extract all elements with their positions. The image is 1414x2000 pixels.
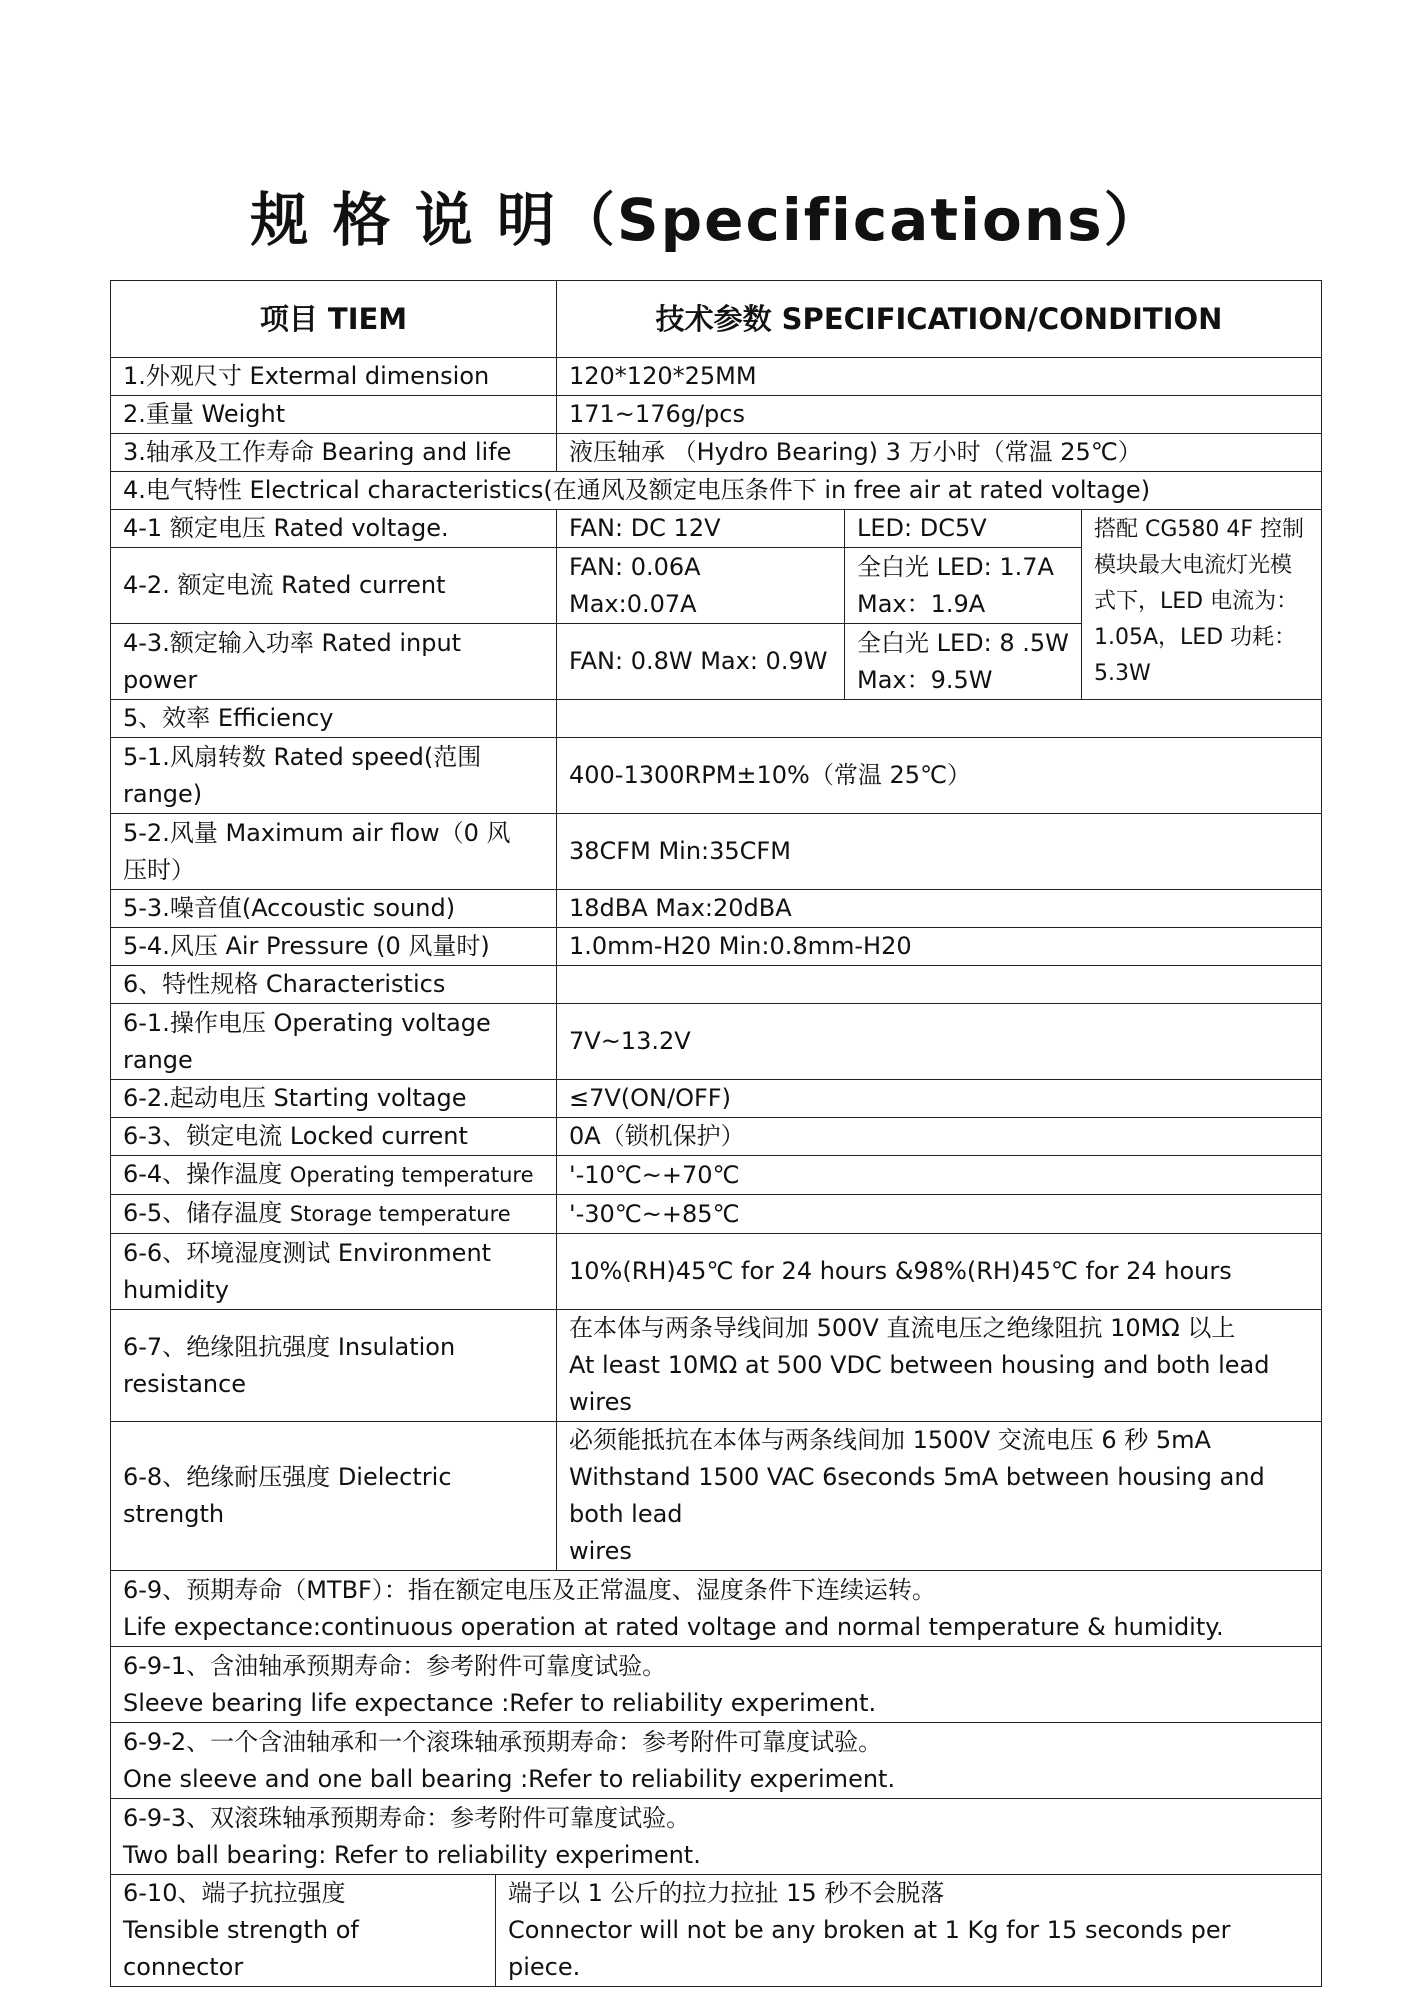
table-row bbox=[111, 396, 1322, 434]
row-label bbox=[111, 1004, 557, 1080]
row-value-line: 必须能抵抗在本体与两条线间加 1500V 交流电压 6 秒 5mA bbox=[569, 1426, 1211, 1454]
row-label-line: 6-1.操作电压 Operating voltage bbox=[123, 1008, 491, 1037]
row-label-en: Operating temperature bbox=[289, 1163, 534, 1187]
table-row bbox=[111, 700, 1322, 738]
row-line: Life expectance:continuous operation at rated voltage and normal temperature & humidity. bbox=[123, 1612, 1224, 1641]
row-label-line: power bbox=[123, 665, 198, 694]
row-label-line: 5-1.风扇转数 Rated speed(范围 bbox=[123, 742, 482, 771]
led-note: 搭配 CG580 4F 控制模块最大电流灯光模式下，LED 电流为：1.05A，LED 功耗：5.3W bbox=[1082, 510, 1322, 700]
header-spec: 技术参数 SPECIFICATION/CONDITION bbox=[557, 281, 1322, 358]
row-label: 5-4.风压 Air Pressure (0 风量时) bbox=[111, 928, 557, 966]
header-item: 项目 TIEM bbox=[111, 281, 557, 358]
row-line: 6-9-2、一个含油轴承和一个滚珠轴承预期寿命：参考附件可靠度试验。 bbox=[123, 1727, 883, 1756]
row-line: 6-9-3、双滚珠轴承预期寿命：参考附件可靠度试验。 bbox=[123, 1803, 691, 1832]
row-label bbox=[111, 1156, 557, 1195]
row-value-line: wires bbox=[569, 1537, 632, 1565]
table-header-row bbox=[111, 281, 1322, 358]
row-value bbox=[557, 700, 1322, 738]
row-label-line: strength bbox=[123, 1500, 225, 1528]
row-label-cn: 6-5、储存温度 bbox=[123, 1199, 290, 1227]
row-line: Two ball bearing: Refer to reliability experiment. bbox=[123, 1840, 701, 1869]
table-row bbox=[111, 1647, 1322, 1723]
table-row bbox=[111, 510, 1322, 548]
row-value-line: Withstand 1500 VAC 6seconds 5mA between housing and both lead bbox=[569, 1463, 1265, 1528]
row-label bbox=[111, 738, 557, 814]
table-row bbox=[111, 1422, 1322, 1571]
row-line: 6-9、预期寿命（MTBF）：指在额定电压及正常温度、湿度条件下连续运转。 bbox=[123, 1575, 936, 1604]
row-label: 3.轴承及工作寿命 Bearing and life bbox=[111, 434, 557, 472]
page-title: 规 格 说 明（Specifications） bbox=[250, 186, 1164, 254]
row-label bbox=[111, 1310, 557, 1422]
full-width-row bbox=[111, 1647, 1322, 1723]
row-label bbox=[111, 1875, 496, 1987]
table-row bbox=[111, 1799, 1322, 1875]
row-label-line: humidity bbox=[123, 1275, 229, 1304]
table-row bbox=[111, 890, 1322, 928]
row-label: 6-2.起动电压 Starting voltage bbox=[111, 1080, 557, 1118]
table-row bbox=[111, 1080, 1322, 1118]
row-value: 0A（锁机保护） bbox=[557, 1118, 1322, 1156]
row-line: 6-9-1、含油轴承预期寿命：参考附件可靠度试验。 bbox=[123, 1651, 667, 1680]
led-value-line: 全白光 LED: 8 .5W bbox=[857, 628, 1069, 657]
row-label-line: Tensible strength of connector bbox=[123, 1916, 359, 1981]
table-row bbox=[111, 358, 1322, 396]
row-value: 10%(RH)45℃ for 24 hours &98%(RH)45℃ for 24 hours bbox=[557, 1234, 1322, 1310]
row-value: '-10℃~+70℃ bbox=[557, 1156, 1322, 1195]
row-line: One sleeve and one ball bearing :Refer to reliability experiment. bbox=[123, 1764, 896, 1793]
specifications-table bbox=[110, 280, 1322, 1987]
row-label-en: Storage temperature bbox=[289, 1202, 511, 1226]
table-row bbox=[111, 472, 1322, 510]
row-label bbox=[111, 1234, 557, 1310]
table-row bbox=[111, 1234, 1322, 1310]
table-row bbox=[111, 1310, 1322, 1422]
row-label bbox=[111, 814, 557, 890]
row-label-cn: 6-4、操作温度 bbox=[123, 1160, 290, 1188]
table-row bbox=[111, 966, 1322, 1004]
led-value-line: Max：1.9A bbox=[857, 589, 986, 618]
table-row bbox=[111, 1723, 1322, 1799]
table-row bbox=[111, 1156, 1322, 1195]
section-label: 6、特性规格 Characteristics bbox=[111, 966, 557, 1004]
row-label-line: 6-8、绝缘耐压强度 Dielectric bbox=[123, 1463, 452, 1491]
table-row bbox=[111, 1571, 1322, 1647]
table-row bbox=[111, 1004, 1322, 1080]
table-row bbox=[111, 1195, 1322, 1234]
row-value bbox=[557, 1422, 1322, 1571]
row-label-line: 6-10、端子抗拉强度 bbox=[123, 1879, 346, 1907]
row-value: 38CFM Min:35CFM bbox=[557, 814, 1322, 890]
row-label-line: 压时） bbox=[123, 855, 195, 884]
row-label bbox=[111, 1422, 557, 1571]
row-label bbox=[111, 1195, 557, 1234]
led-value-line: Max：9.5W bbox=[857, 665, 993, 694]
row-label: 2.重量 Weight bbox=[111, 396, 557, 434]
row-value bbox=[557, 1310, 1322, 1422]
row-label: 4-1 额定电压 Rated voltage. bbox=[111, 510, 557, 548]
full-width-row bbox=[111, 1799, 1322, 1875]
led-value bbox=[845, 624, 1082, 700]
row-value: 120*120*25MM bbox=[557, 358, 1322, 396]
row-label: 6-3、锁定电流 Locked current bbox=[111, 1118, 557, 1156]
row-label-line: range) bbox=[123, 779, 203, 808]
table-row bbox=[111, 738, 1322, 814]
row-label: 5-3.噪音值(Accoustic sound) bbox=[111, 890, 557, 928]
row-label: 4-2. 额定电流 Rated current bbox=[111, 548, 557, 624]
row-label-line: 4-3.额定输入功率 Rated input bbox=[123, 628, 462, 657]
row-value: ≤7V(ON/OFF) bbox=[557, 1080, 1322, 1118]
row-value-line: 端子以 1 公斤的拉力拉扯 15 秒不会脱落 bbox=[508, 1879, 945, 1907]
table-row bbox=[111, 1875, 1322, 1987]
row-line: Sleeve bearing life expectance :Refer to reliability experiment. bbox=[123, 1688, 877, 1717]
led-value bbox=[845, 548, 1082, 624]
row-label-line: 6-7、绝缘阻抗强度 Insulation bbox=[123, 1332, 456, 1361]
section-label: 4.电气特性 Electrical characteristics(在通风及额定电压条件下 in free air at rated voltage) bbox=[111, 472, 1322, 510]
row-value-line: Connector will not be any broken at 1 Kg for 15 seconds per piece. bbox=[508, 1916, 1231, 1981]
row-value: 1.0mm-H20 Min:0.8mm-H20 bbox=[557, 928, 1322, 966]
row-value-line: At least 10MΩ at 500 VDC between housing and both lead wires bbox=[569, 1351, 1270, 1416]
row-label-line: range bbox=[123, 1045, 193, 1074]
row-label-line: 6-6、环境湿度测试 Environment bbox=[123, 1238, 492, 1267]
row-label-line: resistance bbox=[123, 1369, 247, 1398]
led-value-line: 全白光 LED: 1.7A bbox=[857, 552, 1054, 581]
led-value: LED: DC5V bbox=[845, 510, 1082, 548]
table-row bbox=[111, 928, 1322, 966]
row-label: 1.外观尺寸 Extermal dimension bbox=[111, 358, 557, 396]
row-label-line: 5-2.风量 Maximum air flow（0 风 bbox=[123, 818, 511, 847]
table-row bbox=[111, 1118, 1322, 1156]
fan-value: FAN: 0.06A Max:0.07A bbox=[557, 548, 845, 624]
section-label: 5、效率 Efficiency bbox=[111, 700, 557, 738]
table-row bbox=[111, 434, 1322, 472]
row-value: 18dBA Max:20dBA bbox=[557, 890, 1322, 928]
full-width-row bbox=[111, 1723, 1322, 1799]
row-label bbox=[111, 624, 557, 700]
row-value bbox=[496, 1875, 1322, 1987]
fan-value: FAN: DC 12V bbox=[557, 510, 845, 548]
row-value-line: 在本体与两条导线间加 500V 直流电压之绝缘阻抗 10MΩ 以上 bbox=[569, 1314, 1236, 1342]
row-value: 7V~13.2V bbox=[557, 1004, 1322, 1080]
row-value: 400-1300RPM±10%（常温 25℃） bbox=[557, 738, 1322, 814]
row-value: '-30℃~+85℃ bbox=[557, 1195, 1322, 1234]
table-row bbox=[111, 814, 1322, 890]
fan-value: FAN: 0.8W Max: 0.9W bbox=[557, 624, 845, 700]
row-value: 171~176g/pcs bbox=[557, 396, 1322, 434]
full-width-row bbox=[111, 1571, 1322, 1647]
row-value bbox=[557, 966, 1322, 1004]
row-value: 液压轴承 （Hydro Bearing) 3 万小时（常温 25℃） bbox=[557, 434, 1322, 472]
